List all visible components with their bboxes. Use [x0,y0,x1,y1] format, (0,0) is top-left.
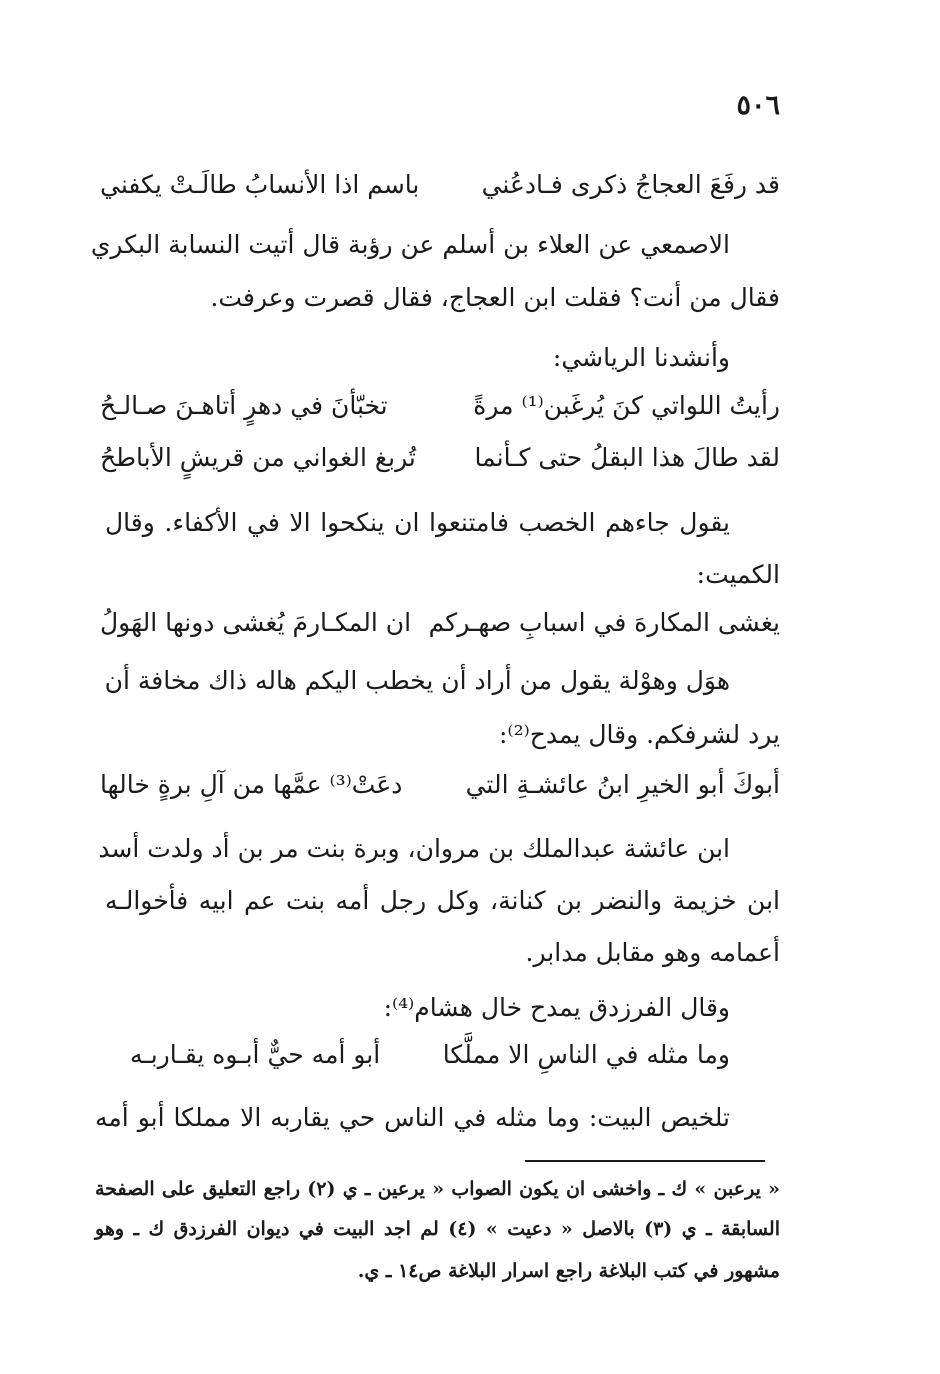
verse-first-hemistich: رأيتُ اللواتي كنَ يُرغَبن⁽¹⁾ مرةً [473,391,780,420]
paragraph-line: يرد لشرفكم. وقال يمدح⁽²⁾: [498,720,780,749]
verse-second-hemistich: تخبّأنَ في دهرٍ أتاهـنَ صـالـحُ [100,391,388,420]
verse-first-hemistich: لقد طالَ هذا البقلُ حتى كـأنما [474,443,780,472]
verse-intro: وقال الفرزدق يمدح خال هشام⁽⁴⁾: [383,993,730,1022]
footnote-divider [525,1160,765,1162]
verse-second-hemistich: دعَتْ⁽³⁾ عمَّها من آلِ برةٍ خالها [100,770,403,799]
paragraph-line: الكميت: [696,560,780,589]
paragraph-line: هوَل وهوْلة يقول من أراد أن يخطب اليكم هاله ذاك مخافة أن [104,666,730,695]
verse-first-hemistich: وما مثله في الناسِ الا مملَّكا [442,1040,730,1069]
paragraph-line: ابن عائشة عبدالملك بن مروان، وبرة بنت مر بن أد ولدت أسد [98,834,730,863]
paragraph-line: ابن خزيمة والنضر بن كنانة، وكل رجل أمه بنت عم ابيه فأخوالـه [105,886,780,915]
verse-summary: تلخيص البيت: وما مثله في الناس حي يقاربه الا مملكا أبو أمه [95,1103,730,1132]
paragraph-line: الاصمعي عن العلاء بن أسلم عن رؤبة قال أتيت النسابة البكري [90,230,730,259]
footnote-line: مشهور في كتب البلاغة راجع اسرار البلاغة ص١٤ ـ ي. [357,1260,780,1282]
paragraph-line: أعمامه وهو مقابل مدابر. [525,938,780,967]
footnote-line: السابقة ـ ي (٣) بالاصل « دعيت » (٤) لم اجد البيت في ديوان الفرزدق ك ـ وهو [95,1218,780,1240]
footnote-line: « يرعبن » ك ـ واخشى ان يكون الصواب « يرعين ـ ي (٢) راجع التعليق على الصفحة [95,1178,780,1200]
page-number: ٥٠٦ [736,90,780,121]
verse-second-hemistich: تُربغ الغواني من قريشٍ الأباطحُ [100,443,416,472]
verse-first-hemistich: يغشى المكارهَ في اسبابِ صهـركم [428,608,780,637]
verse-second-hemistich: ان المكـارمَ يُغشى دونها الهَولُ [100,608,412,637]
verse-second-hemistich: أبو أمه حيٌّ أبـوه يقـاربـه [130,1040,381,1069]
paragraph-line: فقال من أنت؟ فقلت ابن العجاج، فقال قصرت وعرفت. [210,283,780,312]
verse-first-hemistich: أبوكَ أبو الخيرِ ابنُ عائشـةِ التي [465,770,780,799]
verse-first-hemistich: قد رفَعَ العجاجُ ذكرى فـادعُني [481,170,780,199]
verse-intro: وأنشدنا الرياشي: [552,343,730,372]
paragraph-line: يقول جاءهم الخصب فامتنعوا ان ينكحوا الا في الأكفاء. وقال [105,508,730,537]
verse-second-hemistich: باسم اذا الأنسابُ طالَـتْ يكفني [100,170,420,199]
